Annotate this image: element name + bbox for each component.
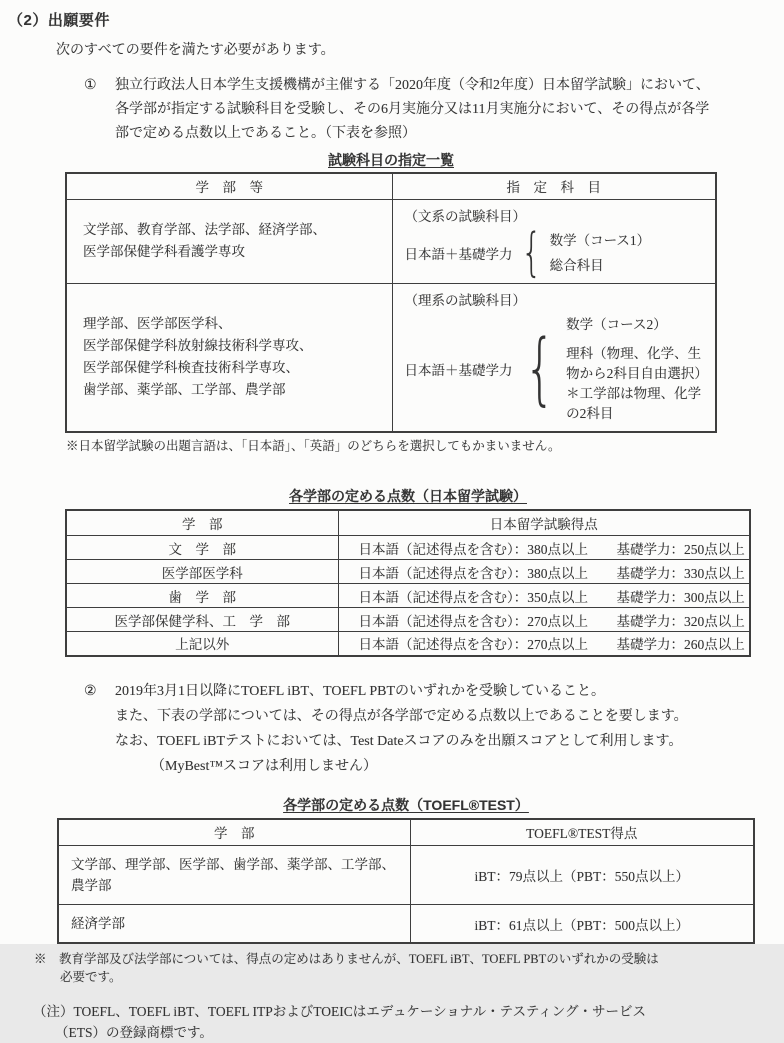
japanese-score: 日本語（記述得点を含む）：350点以上 <box>358 589 588 605</box>
subject-category: （理系の試験科目） <box>404 292 526 308</box>
trademark-line-1: （注）TOEFL、TOEFL iBT、TOEFL ITPおよびTOEICはエデュケーショナル・テスティング・サービス <box>33 1004 646 1019</box>
base-subjects: 日本語＋基礎学力 <box>404 363 513 378</box>
toefl-exception-note <box>34 950 784 986</box>
table-header-row <box>58 819 754 846</box>
faculty-cell <box>66 199 392 283</box>
japanese-score: 日本語（記述得点を含む）：380点以上 <box>358 541 588 557</box>
subject-options <box>550 231 651 276</box>
score-cell <box>338 536 750 560</box>
requirement-item-2 <box>84 679 784 779</box>
faculty-cell: 医学部医学科 <box>66 560 338 584</box>
item-2-line-3: なお、TOEFL iBTテストにおいては、Test Dateスコアのみを出願スコアとして利用します。 <box>115 733 683 749</box>
subject-option: 理科（物理、化学、生物から2科目自由選択） <box>566 345 708 381</box>
score-cell <box>338 584 750 608</box>
subject-option: 数学（コース1） <box>549 232 651 248</box>
toefl-scores-table-title: 各学部の定める点数（TOEFL®TEST） <box>283 796 529 813</box>
table-header-row <box>66 510 750 536</box>
japanese-score: 日本語（記述得点を含む）：380点以上 <box>358 565 588 581</box>
japanese-score: 日本語（記述得点を含む）：270点以上 <box>358 637 588 653</box>
faculty-cell <box>58 846 410 905</box>
eju-language-note: ※日本留学試験の出題言語は、「日本語」、「英語」のどちらを選択してもかまいません。 <box>66 438 561 453</box>
subjects-cell <box>392 199 716 283</box>
faculty-line: 歯学部、薬学部、工学部、農学部 <box>83 382 286 397</box>
column-header-subjects: 指 定 科 目 <box>392 173 716 199</box>
eju-scores-table-title: 各学部の定める点数（日本留学試験） <box>289 487 527 504</box>
faculty-cell: 医学部保健学科、工 学 部 <box>66 608 338 632</box>
faculty-line: 農学部 <box>71 878 112 893</box>
table-row <box>66 560 750 584</box>
column-header-eju-score: 日本留学試験得点 <box>338 510 750 536</box>
brace-glyph: { <box>520 222 542 283</box>
subject-option-note: ＊工学部は物理、化学の2科目 <box>566 385 702 421</box>
subject-combination <box>404 222 708 283</box>
faculty-cell: 歯 学 部 <box>66 584 338 608</box>
basic-academic-score: 基礎学力：320点以上 <box>616 613 745 629</box>
subject-category: （文系の試験科目） <box>404 208 526 224</box>
exam-subjects-table <box>65 172 717 433</box>
trademark-line-2: （ETS）の登録商標です。 <box>55 1025 213 1040</box>
section-heading: （2）出願要件 <box>8 12 110 29</box>
table-row <box>66 608 750 632</box>
note-line-1: ※ 教育学部及び法学部については、得点の定めはありませんが、TOEFL iBT、TOEFL PBTのいずれかの受験は <box>34 952 659 966</box>
faculty-cell <box>58 905 410 944</box>
subject-option: 総合科目 <box>549 257 604 273</box>
basic-academic-score: 基礎学力：300点以上 <box>616 589 745 605</box>
item-2-number: ② <box>84 683 97 699</box>
requirement-item-1 <box>84 74 784 146</box>
column-header-faculty: 学 部 <box>58 819 410 846</box>
basic-academic-score: 基礎学力：250点以上 <box>616 541 745 557</box>
table-row <box>66 536 750 560</box>
note-line-2: 必要です。 <box>60 970 122 984</box>
item-1-line-1: 独立行政法人日本学生支援機構が主催する「2020年度（令和2年度）日本留学試験」において、 <box>115 78 710 93</box>
faculty-line: 文学部、教育学部、法学部、経済学部、 <box>83 222 326 237</box>
toefl-score-cell: iBT：61点以上（PBT：500点以上） <box>410 905 754 944</box>
faculty-line: 理学部、医学部医学科、 <box>83 316 232 331</box>
item-2-line-4: （MyBest™スコアは利用しません） <box>151 758 378 774</box>
subject-options <box>566 315 707 424</box>
faculty-cell <box>66 283 392 432</box>
subject-option: 数学（コース2） <box>566 316 667 332</box>
toefl-score-cell: iBT：79点以上（PBT：550点以上） <box>410 846 754 905</box>
table-row-sciences <box>66 283 716 432</box>
table-header-row <box>66 173 716 199</box>
faculty-line: 医学部保健学科放射線技術科学専攻、 <box>83 338 313 353</box>
item-2-text <box>115 679 688 779</box>
score-cell <box>338 560 750 584</box>
eju-scores-table <box>65 509 751 657</box>
item-2-line-1: 2019年3月1日以降にTOEFL iBT、TOEFL PBTのいずれかを受験していること。 <box>115 683 606 699</box>
score-cell <box>338 632 750 656</box>
table-row <box>58 846 754 905</box>
column-header-faculty: 学 部 等 <box>66 173 392 199</box>
subject-combination <box>405 315 708 424</box>
table-row-humanities <box>66 199 716 283</box>
column-header-toefl-score: TOEFL®TEST得点 <box>410 819 754 846</box>
faculty-line: 経済学部 <box>71 916 125 931</box>
column-header-faculty: 学 部 <box>66 510 338 536</box>
base-subjects: 日本語＋基礎学力 <box>404 247 513 262</box>
intro-text: 次のすべての要件を満たす必要があります。 <box>56 43 335 58</box>
trademark-note <box>33 1001 784 1043</box>
item-1-line-3: 部で定める点数以上であること。（下表を参照） <box>115 126 416 141</box>
subjects-cell <box>392 283 716 432</box>
table-row <box>66 632 750 656</box>
brace-glyph: { <box>523 323 555 414</box>
item-2-line-2: また、下表の学部については、その得点が各学部で定める点数以上であることを要します。 <box>115 708 688 724</box>
item-1-text <box>115 74 710 146</box>
basic-academic-score: 基礎学力：330点以上 <box>616 565 745 581</box>
score-cell <box>338 608 750 632</box>
basic-academic-score: 基礎学力：260点以上 <box>616 637 745 653</box>
faculty-line: 医学部保健学科検査技術科学専攻、 <box>83 360 299 375</box>
faculty-line: 文学部、理学部、医学部、歯学部、薬学部、工学部、 <box>71 857 395 872</box>
item-1-line-2: 各学部が指定する試験科目を受験し、その6月実施分又は11月実施分において、その得点が各学 <box>115 102 710 117</box>
exam-subjects-table-title: 試験科目の指定一覧 <box>328 152 454 168</box>
item-1-number: ① <box>84 78 97 93</box>
table-row <box>66 584 750 608</box>
japanese-score: 日本語（記述得点を含む）：270点以上 <box>358 613 588 629</box>
faculty-cell: 上記以外 <box>66 632 338 656</box>
faculty-line: 医学部保健学科看護学専攻 <box>83 244 245 259</box>
faculty-cell: 文 学 部 <box>66 536 338 560</box>
toefl-scores-table <box>57 818 755 945</box>
table-row <box>58 905 754 944</box>
